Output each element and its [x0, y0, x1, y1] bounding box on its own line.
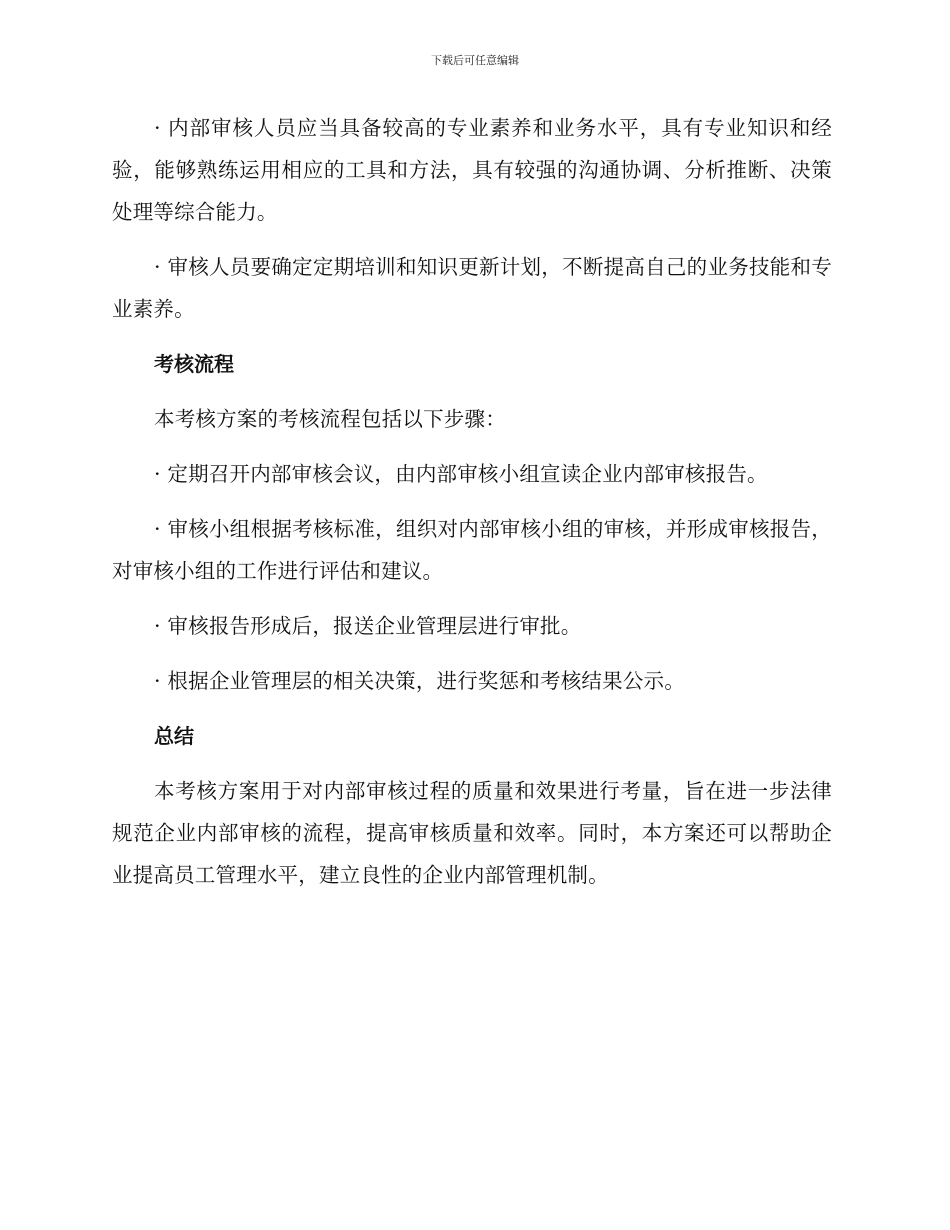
document-body [112, 107, 832, 909]
paragraph-process-step-4: · 根据企业管理层的相关决策，进行奖惩和考核结果公示。 [154, 669, 685, 693]
page-header: 下载后可任意编辑 [431, 54, 519, 67]
paragraph-process-intro: 本考核方案的考核流程包括以下步骤： [154, 407, 506, 431]
paragraph-process-step-2: · 审核小组根据考核标准，组织对内部审核小组的审核，并形成审核报告，对审核小组的工作进行评估和建议。 [112, 517, 832, 583]
section-heading-summary: 总结 [154, 724, 194, 748]
paragraph-process-step-3: · 审核报告形成后，报送企业管理层进行审批。 [154, 614, 582, 638]
paragraph-auditor-qualifications: · 内部审核人员应当具备较高的专业素养和业务水平，具有专业知识和经验，能够熟练运用相应的工具和方法，具有较强的沟通协调、分析推断、决策处理等综合能力。 [112, 116, 832, 224]
paragraph-summary: 本考核方案用于对内部审核过程的质量和效果进行考量，旨在进一步法律规范企业内部审核的流程，提高审核质量和效率。同时，本方案还可以帮助企业提高员工管理水平，建立良性的企业内部管理机制。 [112, 779, 832, 887]
paragraph-process-step-1: · 定期召开内部审核会议，由内部审核小组宣读企业内部审核报告。 [154, 462, 768, 486]
section-heading-process: 考核流程 [154, 352, 234, 376]
paragraph-auditor-training: · 审核人员要确定定期培训和知识更新计划，不断提高自己的业务技能和专业素养。 [112, 255, 832, 321]
